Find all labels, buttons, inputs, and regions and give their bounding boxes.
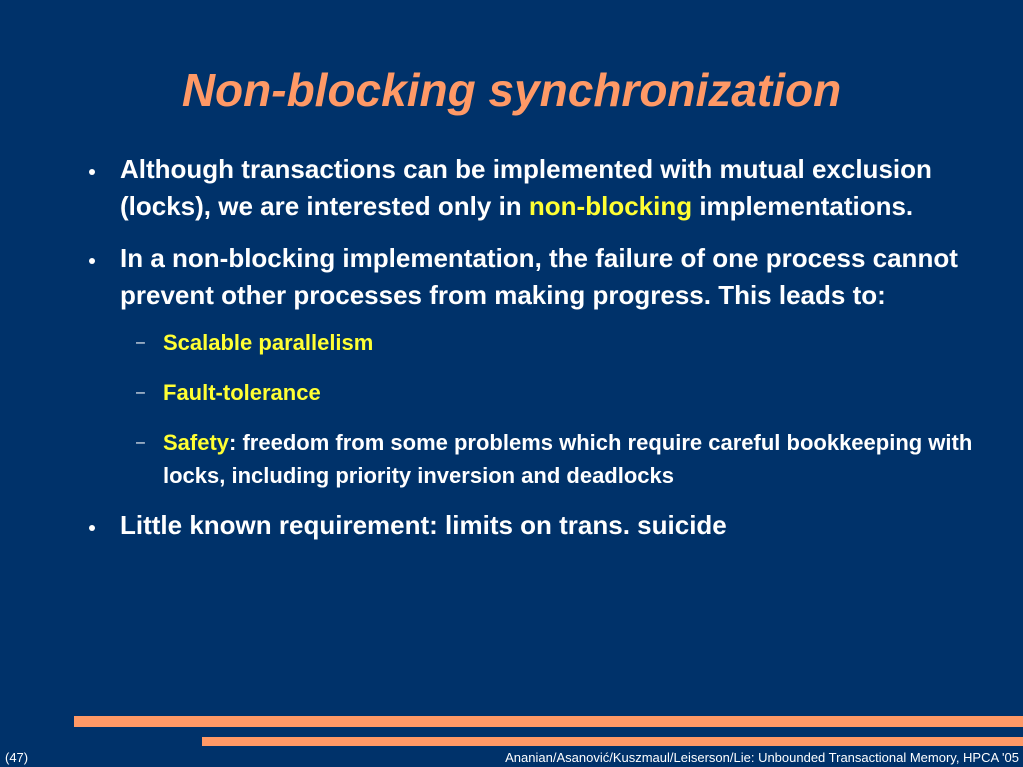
bullet-text: Little known requirement: limits on trans. suicide xyxy=(120,510,727,540)
sub-bullet-highlight: Safety xyxy=(163,430,230,455)
dash-icon: – xyxy=(136,384,145,401)
dash-icon: – xyxy=(136,334,145,351)
dash-icon: – xyxy=(136,434,145,451)
bullet-list xyxy=(83,151,983,559)
sub-bullet-text: : freedom from some problems which require careful bookkeeping with locks, including priority inversion and deadlocks xyxy=(163,430,973,488)
footer-credit: Ananian/Asanović/Kuszmaul/Leiserson/Lie: Unbounded Transactional Memory, HPCA '05 xyxy=(505,750,1019,765)
bullet-text: implementations. xyxy=(692,191,914,221)
sub-bullet-highlight: Scalable parallelism xyxy=(163,330,374,355)
sub-bullet-item xyxy=(120,426,983,492)
page-number: (47) xyxy=(5,750,29,765)
bullet-dot-icon xyxy=(89,169,95,175)
bullet-item xyxy=(83,151,983,225)
bullet-item xyxy=(83,507,983,544)
bullet-dot-icon xyxy=(89,525,95,531)
sub-bullet-highlight: Fault-tolerance xyxy=(163,380,321,405)
sub-bullet-list xyxy=(120,326,983,492)
bullet-item xyxy=(83,240,983,492)
bullet-text: Although transactions can be implemented with mutual exclusion (locks), we are interested only in xyxy=(120,154,932,221)
bullet-dot-icon xyxy=(89,258,95,264)
slide-title: Non-blocking synchronization xyxy=(181,64,842,116)
sub-bullet-item xyxy=(120,376,983,409)
footer-bar-bottom xyxy=(202,737,1023,746)
sub-bullet-item xyxy=(120,326,983,359)
bullet-text: In a non-blocking implementation, the failure of one process cannot prevent other processes from making progress. This leads to: xyxy=(120,243,958,310)
bullet-highlight: non-blocking xyxy=(528,191,693,221)
footer-bar-top xyxy=(74,716,1023,727)
